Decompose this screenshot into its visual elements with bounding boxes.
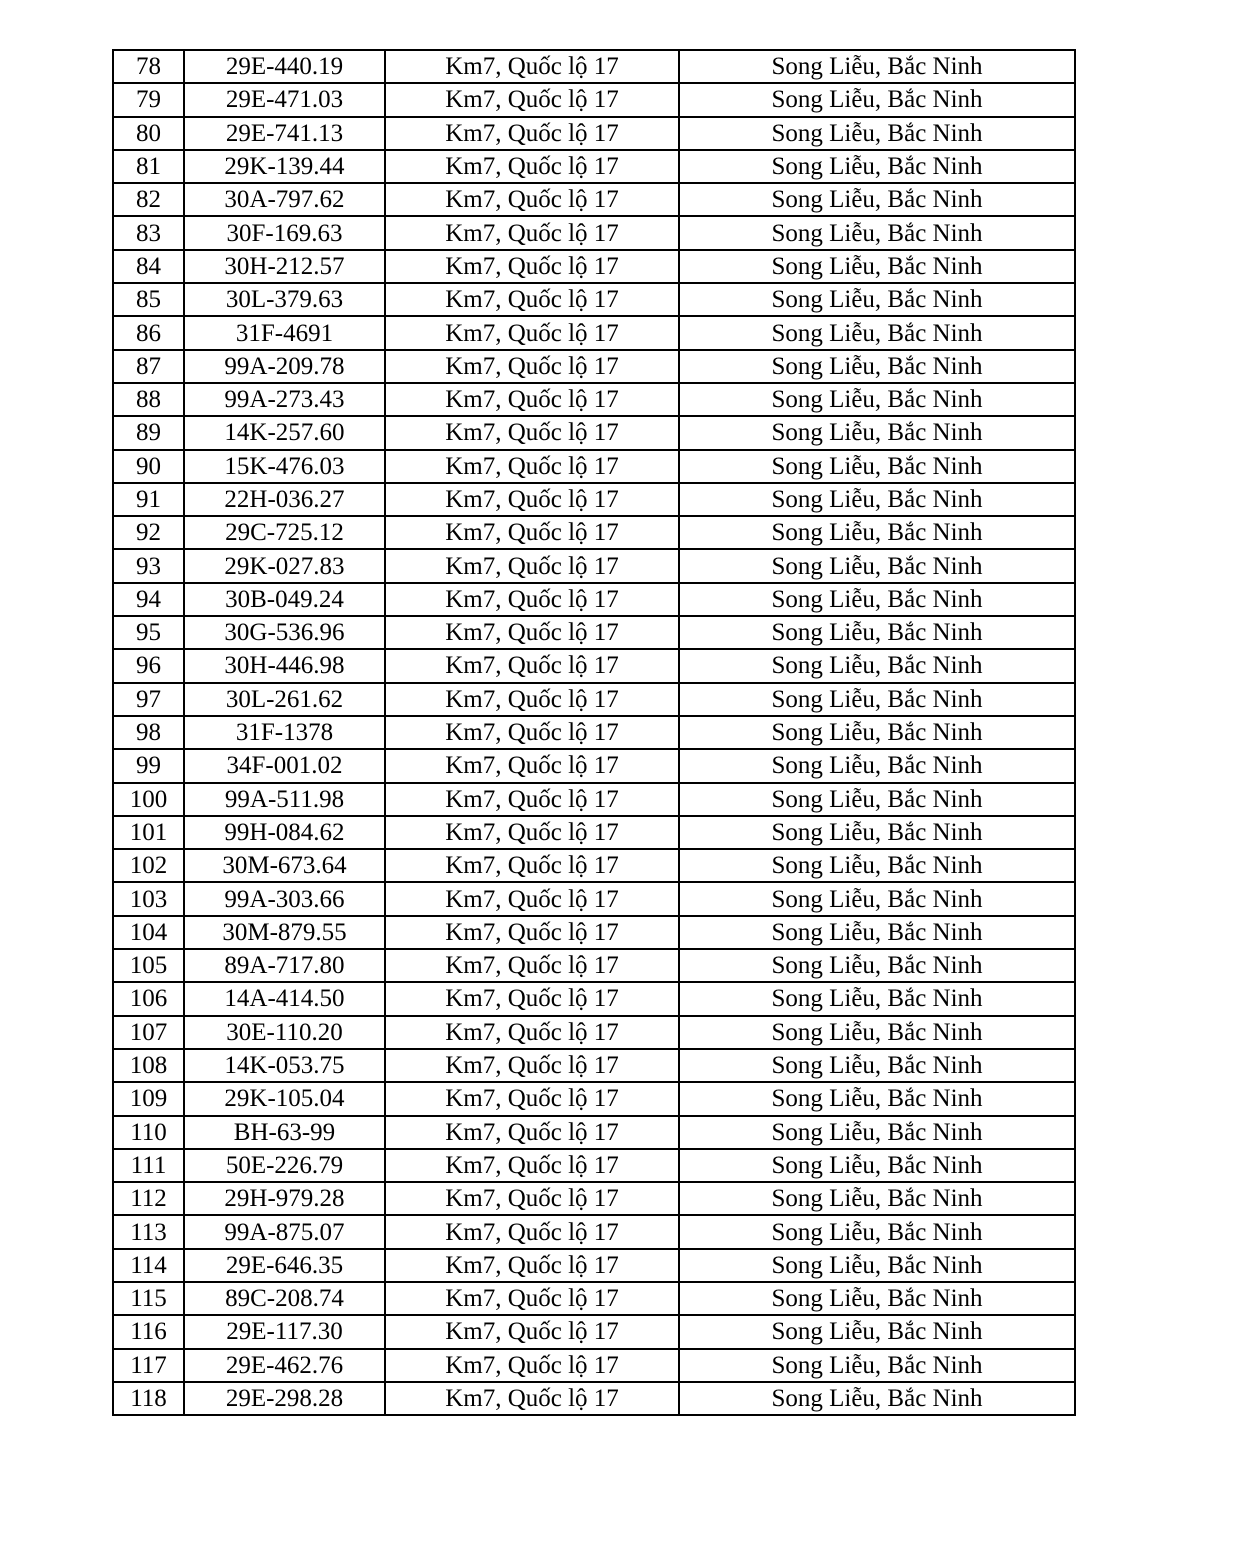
license-plate-cell: 34F-001.02 [184,749,385,782]
row-number-cell: 94 [113,583,184,616]
license-plate-cell: 29E-117.30 [184,1315,385,1348]
unit-cell: Song Liễu, Bắc Ninh [679,882,1075,915]
license-plate-cell: 30H-446.98 [184,649,385,682]
table-row [113,516,1075,549]
row-number-cell: 102 [113,849,184,882]
row-number-cell: 98 [113,716,184,749]
license-plate-cell: 29H-979.28 [184,1182,385,1215]
unit-cell: Song Liễu, Bắc Ninh [679,683,1075,716]
license-plate-cell: 99A-511.98 [184,783,385,816]
row-number-cell: 112 [113,1182,184,1215]
unit-cell: Song Liễu, Bắc Ninh [679,250,1075,283]
row-number-cell: 93 [113,549,184,582]
location-cell: Km7, Quốc lộ 17 [385,816,679,849]
license-plate-cell: 14K-053.75 [184,1049,385,1082]
table-row [113,1016,1075,1049]
license-plate-cell: 14K-257.60 [184,416,385,449]
row-number-cell: 96 [113,649,184,682]
location-cell: Km7, Quốc lộ 17 [385,117,679,150]
row-number-cell: 97 [113,683,184,716]
table-row [113,1182,1075,1215]
location-cell: Km7, Quốc lộ 17 [385,1282,679,1315]
unit-cell: Song Liễu, Bắc Ninh [679,616,1075,649]
location-cell: Km7, Quốc lộ 17 [385,50,679,83]
license-plate-cell: 22H-036.27 [184,483,385,516]
unit-cell: Song Liễu, Bắc Ninh [679,583,1075,616]
table-row [113,1282,1075,1315]
license-plate-cell: 14A-414.50 [184,982,385,1015]
location-cell: Km7, Quốc lộ 17 [385,1349,679,1382]
license-plate-cell: 30M-673.64 [184,849,385,882]
row-number-cell: 80 [113,117,184,150]
table-row [113,216,1075,249]
location-cell: Km7, Quốc lộ 17 [385,683,679,716]
table-row [113,316,1075,349]
license-plate-cell: 29K-139.44 [184,150,385,183]
table-row [113,183,1075,216]
license-plate-cell: 29E-471.03 [184,83,385,116]
table-row [113,549,1075,582]
row-number-cell: 104 [113,916,184,949]
license-plate-cell: 29E-741.13 [184,117,385,150]
license-plate-cell: 29E-646.35 [184,1249,385,1282]
location-cell: Km7, Quốc lộ 17 [385,583,679,616]
unit-cell: Song Liễu, Bắc Ninh [679,749,1075,782]
table-row [113,649,1075,682]
row-number-cell: 82 [113,183,184,216]
row-number-cell: 90 [113,450,184,483]
license-plate-cell: 29K-027.83 [184,549,385,582]
unit-cell: Song Liễu, Bắc Ninh [679,1349,1075,1382]
location-cell: Km7, Quốc lộ 17 [385,316,679,349]
unit-cell: Song Liễu, Bắc Ninh [679,316,1075,349]
license-plate-cell: 89C-208.74 [184,1282,385,1315]
license-plate-cell: 30A-797.62 [184,183,385,216]
row-number-cell: 99 [113,749,184,782]
table-body [113,50,1075,1415]
unit-cell: Song Liễu, Bắc Ninh [679,83,1075,116]
location-cell: Km7, Quốc lộ 17 [385,450,679,483]
row-number-cell: 86 [113,316,184,349]
location-cell: Km7, Quốc lộ 17 [385,616,679,649]
location-cell: Km7, Quốc lộ 17 [385,483,679,516]
unit-cell: Song Liễu, Bắc Ninh [679,783,1075,816]
unit-cell: Song Liễu, Bắc Ninh [679,1249,1075,1282]
location-cell: Km7, Quốc lộ 17 [385,749,679,782]
row-number-cell: 105 [113,949,184,982]
unit-cell: Song Liễu, Bắc Ninh [679,416,1075,449]
license-plate-cell: 99H-084.62 [184,816,385,849]
location-cell: Km7, Quốc lộ 17 [385,1382,679,1415]
location-cell: Km7, Quốc lộ 17 [385,416,679,449]
row-number-cell: 79 [113,83,184,116]
location-cell: Km7, Quốc lộ 17 [385,1116,679,1149]
row-number-cell: 95 [113,616,184,649]
unit-cell: Song Liễu, Bắc Ninh [679,150,1075,183]
row-number-cell: 101 [113,816,184,849]
unit-cell: Song Liễu, Bắc Ninh [679,516,1075,549]
row-number-cell: 107 [113,1016,184,1049]
license-plate-cell: 15K-476.03 [184,450,385,483]
location-cell: Km7, Quốc lộ 17 [385,283,679,316]
license-plate-cell: BH-63-99 [184,1116,385,1149]
table-row [113,683,1075,716]
location-cell: Km7, Quốc lộ 17 [385,516,679,549]
license-plate-cell: 29E-440.19 [184,50,385,83]
row-number-cell: 81 [113,150,184,183]
license-plate-cell: 29C-725.12 [184,516,385,549]
table-row [113,50,1075,83]
table-row [113,1149,1075,1182]
table-row [113,882,1075,915]
table-row [113,916,1075,949]
location-cell: Km7, Quốc lộ 17 [385,383,679,416]
row-number-cell: 116 [113,1315,184,1348]
row-number-cell: 109 [113,1082,184,1115]
license-plate-cell: 30L-379.63 [184,283,385,316]
location-cell: Km7, Quốc lộ 17 [385,1049,679,1082]
unit-cell: Song Liễu, Bắc Ninh [679,716,1075,749]
license-plate-cell: 30H-212.57 [184,250,385,283]
location-cell: Km7, Quốc lộ 17 [385,250,679,283]
row-number-cell: 113 [113,1215,184,1248]
table-row [113,450,1075,483]
row-number-cell: 114 [113,1249,184,1282]
row-number-cell: 110 [113,1116,184,1149]
table-row [113,749,1075,782]
license-plate-cell: 29K-105.04 [184,1082,385,1115]
license-plate-cell: 50E-226.79 [184,1149,385,1182]
row-number-cell: 92 [113,516,184,549]
row-number-cell: 118 [113,1382,184,1415]
table-row [113,150,1075,183]
table-row [113,1116,1075,1149]
unit-cell: Song Liễu, Bắc Ninh [679,949,1075,982]
location-cell: Km7, Quốc lộ 17 [385,916,679,949]
unit-cell: Song Liễu, Bắc Ninh [679,383,1075,416]
table-row [113,816,1075,849]
location-cell: Km7, Quốc lộ 17 [385,716,679,749]
license-plate-cell: 30B-049.24 [184,583,385,616]
row-number-cell: 78 [113,50,184,83]
table-row [113,849,1075,882]
unit-cell: Song Liễu, Bắc Ninh [679,183,1075,216]
license-plate-cell: 30G-536.96 [184,616,385,649]
license-plate-cell: 99A-303.66 [184,882,385,915]
row-number-cell: 100 [113,783,184,816]
table-row [113,1249,1075,1282]
unit-cell: Song Liễu, Bắc Ninh [679,1382,1075,1415]
table-row [113,616,1075,649]
license-plate-cell: 31F-1378 [184,716,385,749]
table-row [113,83,1075,116]
unit-cell: Song Liễu, Bắc Ninh [679,50,1075,83]
row-number-cell: 84 [113,250,184,283]
unit-cell: Song Liễu, Bắc Ninh [679,549,1075,582]
table-row [113,1215,1075,1248]
table-row [113,1082,1075,1115]
location-cell: Km7, Quốc lộ 17 [385,982,679,1015]
unit-cell: Song Liễu, Bắc Ninh [679,916,1075,949]
unit-cell: Song Liễu, Bắc Ninh [679,1116,1075,1149]
unit-cell: Song Liễu, Bắc Ninh [679,1049,1075,1082]
unit-cell: Song Liễu, Bắc Ninh [679,483,1075,516]
row-number-cell: 103 [113,882,184,915]
license-plate-cell: 31F-4691 [184,316,385,349]
location-cell: Km7, Quốc lộ 17 [385,183,679,216]
unit-cell: Song Liễu, Bắc Ninh [679,1149,1075,1182]
unit-cell: Song Liễu, Bắc Ninh [679,982,1075,1015]
unit-cell: Song Liễu, Bắc Ninh [679,1016,1075,1049]
license-plate-cell: 29E-462.76 [184,1349,385,1382]
row-number-cell: 106 [113,982,184,1015]
location-cell: Km7, Quốc lộ 17 [385,1215,679,1248]
location-cell: Km7, Quốc lộ 17 [385,549,679,582]
license-plate-cell: 29E-298.28 [184,1382,385,1415]
row-number-cell: 115 [113,1282,184,1315]
row-number-cell: 91 [113,483,184,516]
unit-cell: Song Liễu, Bắc Ninh [679,216,1075,249]
row-number-cell: 85 [113,283,184,316]
location-cell: Km7, Quốc lộ 17 [385,783,679,816]
row-number-cell: 108 [113,1049,184,1082]
table-row [113,416,1075,449]
table-row [113,783,1075,816]
unit-cell: Song Liễu, Bắc Ninh [679,350,1075,383]
table-row [113,583,1075,616]
table-row [113,1382,1075,1415]
table-row [113,1349,1075,1382]
table-row [113,350,1075,383]
license-plate-cell: 99A-209.78 [184,350,385,383]
location-cell: Km7, Quốc lộ 17 [385,649,679,682]
license-plate-cell: 99A-273.43 [184,383,385,416]
row-number-cell: 117 [113,1349,184,1382]
unit-cell: Song Liễu, Bắc Ninh [679,849,1075,882]
location-cell: Km7, Quốc lộ 17 [385,1082,679,1115]
table-row [113,283,1075,316]
table-row [113,250,1075,283]
unit-cell: Song Liễu, Bắc Ninh [679,1182,1075,1215]
row-number-cell: 83 [113,216,184,249]
location-cell: Km7, Quốc lộ 17 [385,882,679,915]
location-cell: Km7, Quốc lộ 17 [385,150,679,183]
location-cell: Km7, Quốc lộ 17 [385,849,679,882]
row-number-cell: 88 [113,383,184,416]
table-row [113,716,1075,749]
license-plate-cell: 30L-261.62 [184,683,385,716]
unit-cell: Song Liễu, Bắc Ninh [679,1082,1075,1115]
license-plate-cell: 30F-169.63 [184,216,385,249]
unit-cell: Song Liễu, Bắc Ninh [679,1215,1075,1248]
location-cell: Km7, Quốc lộ 17 [385,1182,679,1215]
unit-cell: Song Liễu, Bắc Ninh [679,450,1075,483]
location-cell: Km7, Quốc lộ 17 [385,83,679,116]
license-plate-cell: 99A-875.07 [184,1215,385,1248]
unit-cell: Song Liễu, Bắc Ninh [679,117,1075,150]
table-row [113,982,1075,1015]
location-cell: Km7, Quốc lộ 17 [385,1315,679,1348]
table-row [113,1315,1075,1348]
unit-cell: Song Liễu, Bắc Ninh [679,816,1075,849]
row-number-cell: 89 [113,416,184,449]
unit-cell: Song Liễu, Bắc Ninh [679,649,1075,682]
license-plate-cell: 30E-110.20 [184,1016,385,1049]
row-number-cell: 111 [113,1149,184,1182]
location-cell: Km7, Quốc lộ 17 [385,1016,679,1049]
row-number-cell: 87 [113,350,184,383]
location-cell: Km7, Quốc lộ 17 [385,1149,679,1182]
data-table [112,49,1076,1416]
license-plate-cell: 30M-879.55 [184,916,385,949]
location-cell: Km7, Quốc lộ 17 [385,949,679,982]
unit-cell: Song Liễu, Bắc Ninh [679,283,1075,316]
location-cell: Km7, Quốc lộ 17 [385,216,679,249]
license-plate-cell: 89A-717.80 [184,949,385,982]
unit-cell: Song Liễu, Bắc Ninh [679,1282,1075,1315]
table-row [113,483,1075,516]
location-cell: Km7, Quốc lộ 17 [385,1249,679,1282]
unit-cell: Song Liễu, Bắc Ninh [679,1315,1075,1348]
location-cell: Km7, Quốc lộ 17 [385,350,679,383]
table-row [113,1049,1075,1082]
table-row [113,949,1075,982]
table-row [113,117,1075,150]
table-row [113,383,1075,416]
